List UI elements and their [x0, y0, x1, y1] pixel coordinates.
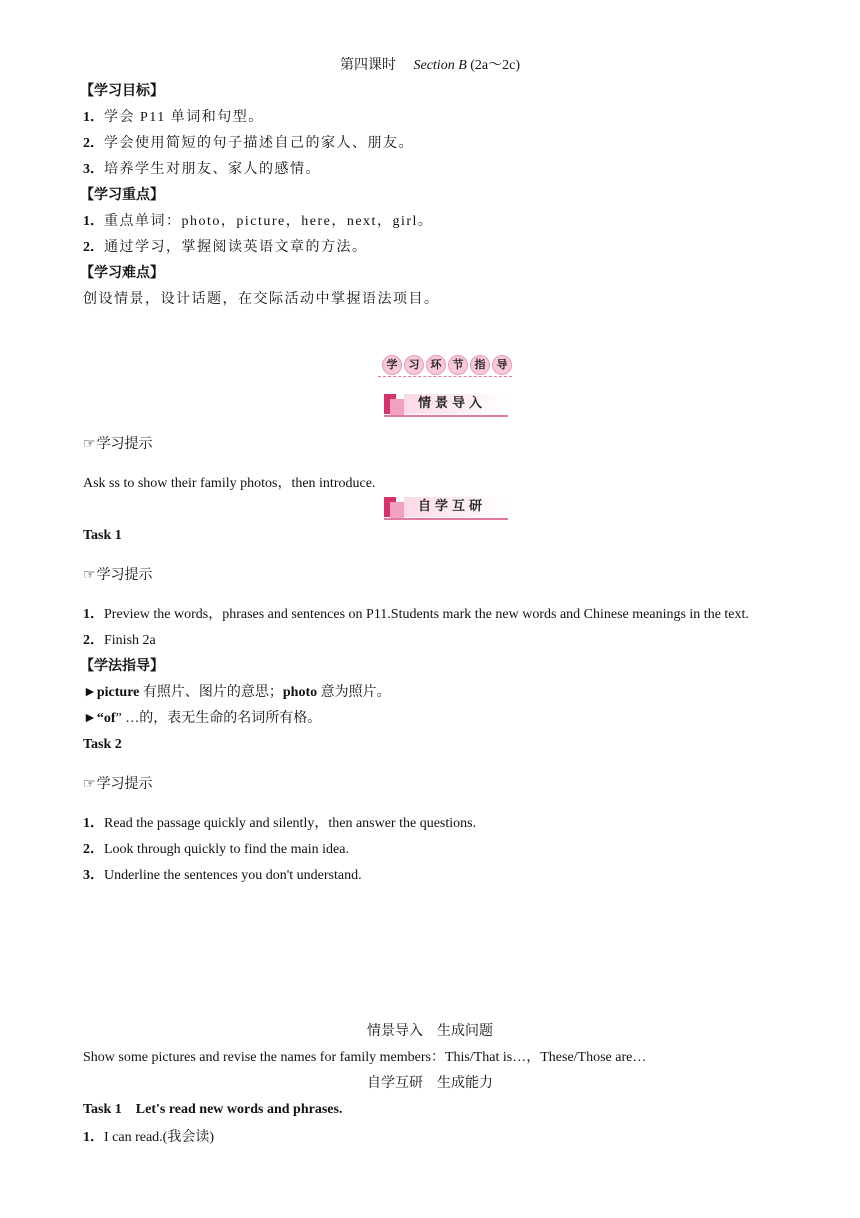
part2-show-text: Show some pictures and revise the names for family members：This/That is…，These/Those are… [83, 1050, 647, 1065]
hand-pointing-icon: ☞ [83, 777, 96, 792]
hand-pointing-icon: ☞ [83, 437, 96, 452]
method-line-2: ►“of” …的，表无生命的名词所有格。 [83, 711, 322, 726]
hint-label: 学习提示 [96, 437, 153, 452]
hint-row [83, 435, 153, 455]
title-section: Section B [413, 58, 467, 73]
part2-task1-title: Task 1 Let's read new words and phrases. [83, 1102, 343, 1117]
objective-item: 1．学会 P11 单词和句型。 [83, 110, 264, 125]
hint-row [83, 775, 153, 795]
key-points-heading: 【学习重点】 [80, 188, 164, 203]
hint-label: 学习提示 [96, 777, 153, 792]
hand-pointing-icon: ☞ [83, 568, 96, 583]
task1-item: 1．Preview the words，phrases and sentences on P11.Students mark the new words and Chinese meanings in the text. [83, 607, 749, 622]
task2-item: 2．Look through quickly to find the main idea. [83, 842, 349, 857]
difficulties-heading: 【学习难点】 [80, 266, 164, 281]
method-line-1: ►picture 有照片、图片的意思；photo 意为照片。 [83, 685, 391, 700]
objective-item: 2．学会使用简短的句子描述自己的家人、朋友。 [83, 136, 414, 151]
ribbon-char: 指 [470, 355, 490, 375]
banner-label: 自学互研 [418, 499, 487, 514]
part2-heading-1: 情景导入 生成问题 [367, 1024, 493, 1039]
title-cn: 第四课时 [339, 58, 396, 73]
hint-row [83, 566, 153, 586]
method-heading: 【学法指导】 [80, 659, 164, 674]
hint-label: 学习提示 [96, 568, 153, 583]
objective-item: 3．培养学生对朋友、家人的感情。 [83, 162, 321, 177]
title-range: (2a～2c) [470, 58, 521, 73]
key-point-item: 2．通过学习，掌握阅读英语文章的方法。 [83, 240, 368, 255]
part2-item: 1．I can read.(我会读) [83, 1130, 215, 1145]
banner-scenario-intro [384, 394, 508, 418]
section-guide-ribbon [378, 352, 512, 378]
objectives-heading: 【学习目标】 [80, 84, 164, 99]
key-point-item: 1．重点单词：photo，picture，here，next，girl。 [83, 214, 434, 229]
banner-self-study [384, 497, 508, 521]
ribbon-char: 学 [382, 355, 402, 375]
task2-item: 3．Underline the sentences you don't understand. [83, 868, 362, 883]
task1-label: Task 1 [83, 528, 122, 543]
ribbon-char: 习 [404, 355, 424, 375]
task2-label: Task 2 [83, 737, 122, 752]
page-title [0, 56, 860, 76]
ribbon-char: 环 [426, 355, 446, 375]
ribbon-char: 节 [448, 355, 468, 375]
task2-item: 1．Read the passage quickly and silently，then answer the questions. [83, 816, 477, 831]
banner-label: 情景导入 [418, 396, 487, 411]
ribbon-rule [378, 376, 512, 377]
difficulties-text: 创设情景，设计话题，在交际活动中掌握语法项目。 [83, 292, 440, 307]
intro-text: Ask ss to show their family photos，then introduce. [83, 476, 376, 491]
part2-heading-2: 自学互研 生成能力 [367, 1076, 493, 1091]
ribbon-char: 导 [492, 355, 512, 375]
task1-item: 2．Finish 2a [83, 633, 156, 648]
